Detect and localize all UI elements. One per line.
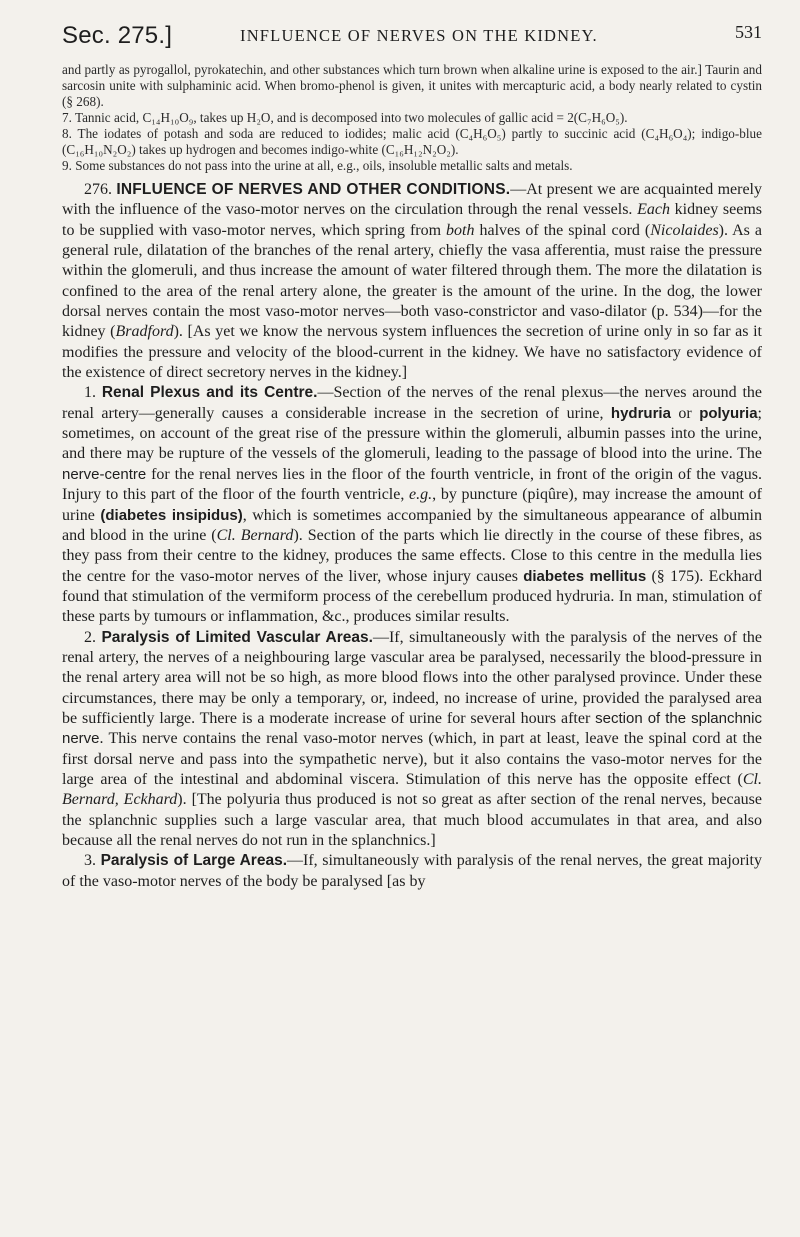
note-item-8: 8. The iodates of potash and soda are reduced to iodides; malic acid (C₄H₆O₅) partly to succinic acid (C₄H₆O₄); indigo-blue (C₁₆H₁₀N₂O₂) takes up hydrogen and becomes indigo-white (C₁₆H₁₂N₂O₂).: [62, 126, 762, 157]
emphasis: Each: [637, 201, 670, 219]
subsection-limited-areas: [62, 628, 762, 852]
text-run: or: [670, 404, 700, 422]
text-run: , by puncture (piqûre), may increase the amount of urine: [62, 486, 762, 524]
text-run: ). Section of the parts which lie directly in the course of these fibres, as they pass from their centre to the kidney, produces the same effects. Close to this centre in the medulla lies the centre for the vaso-motor nerves of the liver, whose injury causes: [62, 526, 763, 585]
text-run: ; sometimes, on account of the great rise of the pressure within the glomeruli, albumin passes into the urine, and there may be rupture of the vessels of the glomeruli, leading to the passage of blood into the urine. The: [62, 404, 762, 463]
emphasis: both: [446, 221, 475, 239]
citation: Nicolaides: [650, 221, 719, 239]
text-run: ). [As yet we know the nervous system influences the secretion of urine only in so far as it modifies the pressure and velocity of the blood-current in the kidney. We have no satisfactory evidence of the existence of direct secretory nerves in the kidney.]: [62, 323, 763, 382]
note-item-7: 7. Tannic acid, C₁₄H₁₀O₉, takes up H₂O, and is decomposed into two molecules of gallic acid = 2(C₇H₆O₅).: [62, 110, 628, 125]
text-run: kidney seems to be supplied with vaso-motor nerves, which spring from: [62, 201, 763, 239]
subsection-title: Paralysis of Limited Vascular Areas.: [101, 628, 373, 646]
subsection-number: 1.: [84, 384, 96, 402]
page-number: 531: [735, 22, 762, 42]
footnote-block: [62, 62, 762, 174]
text-run: —At present we are acquainted merely with the influence of the vaso-motor nerves on the circulation through the renal vessels.: [62, 181, 762, 219]
subsection-large-areas: [62, 851, 762, 892]
text-run: halves of the spinal cord (: [474, 221, 651, 239]
section-276-paragraph: [62, 180, 762, 383]
running-title: INFLUENCE OF NERVES ON THE KIDNEY.: [240, 26, 598, 45]
text-run: (§ 175). Eckhard found that stimulation of the vermiform process of the cerebellum produced hydruria. In man, stimulation of these parts by tumours or inflammation, &c., produces similar results.: [62, 567, 762, 626]
subsection-title: Paralysis of Large Areas.: [100, 852, 287, 870]
text-run: —If, simultaneously with the paralysis of the nerves of the renal artery, the nerves of a neighbouring large vascular area be paralysed, necessarily the blood-pressure in the renal artery area will not be so high, as more blood flows into the other paralysed province. Under these circumstances, there may be only a temporary, or, indeed, no increase of urine, provided the paralysed area be sufficiently large. There is a moderate increase of urine for several hours after: [62, 628, 762, 727]
key-term: polyuria: [699, 404, 758, 422]
text-run: , which is sometimes accompanied by the simultaneous appearance of albumin and blood in the urine (: [62, 506, 763, 544]
key-term: (diabetes insipidus): [100, 506, 243, 524]
text-run: ). [The polyuria thus produced is not so great as after section of the renal nerves, because the splanchnic supplies such a large vascular area, that much blood accumulates in that area, and also because all the renal nerves do not run in the splanchnics.]: [62, 791, 762, 849]
text-run: —Section of the nerves of the renal plexus—the nerves around the renal artery—generally causes a considerable increase in the secretion of urine,: [62, 384, 763, 422]
running-head: [62, 18, 762, 62]
section-title: INFLUENCE OF NERVES AND OTHER CONDITIONS.: [116, 181, 511, 198]
subsection-number: 2.: [84, 628, 96, 646]
subsection-number: 3.: [84, 852, 96, 870]
key-term: hydruria: [610, 404, 671, 422]
section-marker: Sec. 275.]: [62, 22, 173, 49]
emphasis: e.g.: [409, 486, 433, 504]
key-term: diabetes mellitus: [523, 567, 647, 585]
key-term: nerve-centre: [62, 465, 147, 483]
text-run: . This nerve contains the renal vaso-motor nerves (which, in part at least, leave the spinal cord at the first dorsal nerve and pass into the sympathetic nerve), but it also contains the vaso-motor nerves for the large area of the intestinal and abdominal viscera. Stimulation of this nerve has the opposite effect (: [62, 730, 762, 788]
main-body: [62, 180, 762, 892]
subsection-renal-plexus: [62, 383, 762, 627]
text-run: ). As a general rule, dilatation of the branches of the renal artery, chiefly the vasa afferentia, must raise the pressure within the glomeruli, and thus increase the amount of water filtered through them. The more the dilatation is confined to the area of the renal artery alone, the greater is the amount of the urine. In the dog, the lower dorsal nerves contain the most vaso-motor nerves—both vaso-constrictor and vaso-dilator (p. 534)—for the kidney (: [62, 221, 762, 341]
text-run: —If, simultaneously with paralysis of the renal nerves, the great majority of the vaso-motor nerves of the body be paralysed [as by: [62, 852, 763, 890]
section-number: 276.: [84, 181, 112, 198]
text-run: for the renal nerves lies in the floor of the fourth ventricle, in front of the origin of the vagus. Injury to this part of the floor of the fourth ventricle,: [62, 465, 762, 504]
citation: Bradford: [115, 323, 174, 341]
book-page: [62, 18, 762, 892]
note-item-9: 9. Some substances do not pass into the urine at all, e.g., oils, insoluble metallic salts and metals.: [62, 158, 573, 173]
citation: Cl. Bernard: [216, 526, 294, 544]
note-paragraph: and partly as pyrogallol, pyrokatechin, and other substances which turn brown when alkaline urine is exposed to the air.] Taurin and sarcosin unite with sulphaminic acid. When bromo-phenol is given, it unites with mercapturic acid, a body nearly related to cystin (§ 268).: [62, 62, 762, 109]
key-term: section of the splanchnic nerve: [62, 709, 762, 748]
citation: Cl. Bernard, Eckhard: [62, 770, 762, 809]
subsection-title: Renal Plexus and its Centre.: [101, 384, 318, 402]
